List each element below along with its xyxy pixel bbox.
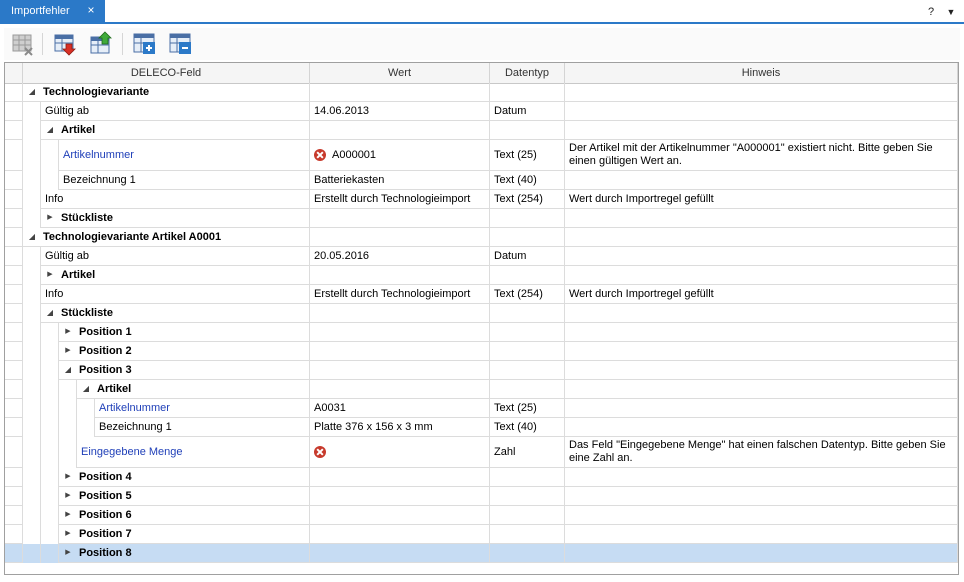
table-row[interactable] [5,190,958,209]
cell-feld [41,121,310,140]
table-row[interactable] [5,228,958,247]
collapse-arrow-icon[interactable]: ◢ [64,365,72,374]
tree-indent [23,102,41,121]
tree-indent [59,418,77,437]
row-indicator[interactable] [5,487,23,506]
cell-wert[interactable] [310,304,490,323]
expand-arrow-icon[interactable]: ▶ [65,473,71,480]
cell-wert[interactable] [310,190,490,209]
hint-text: Das Feld "Eingegebene Menge" hat einen falschen Datentyp. Bitte geben Sie eine Zahl an. [569,439,946,464]
value-text: Platte 376 x 156 x 3 mm [314,421,433,433]
table-row[interactable] [5,323,958,342]
expand-arrow-icon[interactable]: ▶ [65,328,71,335]
collapse-arrow-icon[interactable]: ◢ [46,308,54,317]
value-text: A000001 [332,149,377,161]
expand-arrow-icon[interactable]: ▶ [65,511,71,518]
value-text: A0031 [314,402,346,414]
tree-indent [23,247,41,266]
cell-feld [41,266,310,285]
expand-arrow-icon[interactable]: ▶ [47,271,53,278]
datatype-text: Text (40) [494,421,537,433]
datatype-text: Zahl [494,446,516,458]
cell-datentyp [490,209,565,228]
field-label: Stückliste [61,212,113,224]
cell-hinweis [565,121,958,140]
tree-indent [23,304,41,323]
cell-feld [41,190,310,209]
cell-feld [59,525,310,544]
tree-indent [41,506,59,525]
field-label: Technologievariante Artikel A0001 [43,231,222,243]
cell-wert[interactable] [310,102,490,121]
cell-feld [41,285,310,304]
tree-indent [41,418,59,437]
table-row[interactable] [5,209,958,228]
hint-text: Wert durch Importregel gefüllt [569,193,714,205]
field-label: Position 5 [79,490,132,502]
cell-wert[interactable] [310,342,490,361]
cell-datentyp [490,399,565,418]
value-text: Batteriekasten [314,174,385,186]
cell-feld [59,506,310,525]
table-row[interactable] [5,140,958,171]
cell-feld [59,361,310,380]
datatype-text: Text (25) [494,402,537,414]
field-label: Artikel [97,383,132,395]
field-label: Position 3 [79,364,132,376]
header-datentyp[interactable]: Datentyp [490,63,565,83]
cell-hinweis [565,323,958,342]
cell-feld [41,209,310,228]
cell-wert[interactable] [310,468,490,487]
hint-text: Der Artikel mit der Artikelnummer "A000001" existiert nicht. Bitte geben Sie einen gültigen Wert an. [569,142,933,167]
cell-datentyp [490,228,565,247]
field-label: Position 8 [79,547,132,559]
field-label: Technologievariante [43,86,150,98]
tree-indent [23,418,41,437]
row-indicator[interactable] [5,102,23,121]
row-indicator[interactable] [5,468,23,487]
row-indicator[interactable] [5,140,23,171]
table-row[interactable] [5,380,958,399]
table-row[interactable] [5,506,958,525]
cell-wert[interactable] [310,83,490,102]
row-indicator[interactable] [5,323,23,342]
import-error-grid [4,62,959,575]
row-indicator[interactable] [5,361,23,380]
cell-wert[interactable] [310,361,490,380]
field-label: Bezeichnung 1 [63,174,136,186]
tree-indent [23,342,41,361]
field-label: Gültig ab [45,105,90,117]
cell-feld [95,418,310,437]
cell-datentyp [490,361,565,380]
cell-datentyp [490,247,565,266]
tree-indent [41,437,59,468]
tree-indent [41,380,59,399]
field-label: Position 1 [79,326,132,338]
table-row[interactable] [5,437,958,468]
cell-wert[interactable] [310,487,490,506]
cell-wert[interactable] [310,209,490,228]
tree-indent [23,468,41,487]
cell-wert[interactable] [310,506,490,525]
field-label: Info [45,288,64,300]
cell-feld [59,342,310,361]
cell-feld [59,171,310,190]
row-indicator[interactable] [5,228,23,247]
tree-indent [41,487,59,506]
datatype-text: Datum [494,105,527,117]
tree-indent [59,437,77,468]
expand-arrow-icon[interactable]: ▶ [47,214,53,221]
delete-grid-button[interactable] [10,31,36,57]
import-green-icon [88,31,114,57]
tree-indent [59,380,77,399]
table-row[interactable] [5,285,958,304]
cell-wert[interactable] [310,285,490,304]
cell-hinweis [565,399,958,418]
header-indicator [5,63,23,83]
cell-wert[interactable] [310,323,490,342]
expand-arrow-icon[interactable]: ▶ [65,549,71,556]
cell-hinweis [565,209,958,228]
field-label: Eingegebene Menge [81,446,183,458]
table-row[interactable] [5,544,958,563]
cell-hinweis [565,468,958,487]
table-row[interactable] [5,247,958,266]
cell-hinweis [565,190,958,209]
cell-feld [23,83,310,102]
expand-arrow-icon[interactable]: ▶ [65,492,71,499]
tab-importfehler[interactable] [0,0,105,22]
tree-indent [41,361,59,380]
cell-hinweis [565,506,958,525]
row-indicator[interactable] [5,380,23,399]
help-icon[interactable]: ? [927,6,935,18]
row-indicator[interactable] [5,209,23,228]
row-indicator[interactable] [5,525,23,544]
tree-indent [59,399,77,418]
cell-datentyp [490,190,565,209]
tree-indent [41,323,59,342]
row-indicator[interactable] [5,247,23,266]
cell-feld [23,228,310,247]
value-text: Erstellt durch Technologieimport [314,288,471,300]
field-label: Position 4 [79,471,132,483]
datatype-text: Text (254) [494,288,543,300]
cell-feld [59,140,310,171]
cell-hinweis [565,525,958,544]
cell-hinweis [565,361,958,380]
tree-indent [23,171,41,190]
cell-wert[interactable] [310,418,490,437]
cell-datentyp [490,342,565,361]
row-indicator[interactable] [5,121,23,140]
field-label: Position 7 [79,528,132,540]
collapse-all-button[interactable] [168,31,194,57]
datatype-text: Text (40) [494,174,537,186]
cell-datentyp [490,437,565,468]
cell-hinweis [565,544,958,563]
cell-wert[interactable] [310,380,490,399]
cell-wert[interactable] [310,121,490,140]
cell-wert[interactable] [310,266,490,285]
collapse-arrow-icon[interactable]: ◢ [46,125,54,134]
collapse-arrow-icon[interactable]: ◢ [28,87,36,96]
header-wert[interactable]: Wert [310,63,490,83]
hint-text: Wert durch Importregel gefüllt [569,288,714,300]
row-indicator[interactable] [5,506,23,525]
row-indicator[interactable] [5,285,23,304]
cell-feld [77,380,310,399]
collapse-arrow-icon[interactable]: ◢ [28,232,36,241]
cell-hinweis [565,140,958,171]
cell-wert[interactable] [310,171,490,190]
cell-hinweis [565,83,958,102]
datatype-text: Datum [494,250,527,262]
cell-hinweis [565,228,958,247]
cell-datentyp [490,506,565,525]
row-indicator[interactable] [5,304,23,323]
cell-datentyp [490,468,565,487]
field-label: Info [45,193,64,205]
tree-indent [23,361,41,380]
cell-datentyp [490,83,565,102]
grid-delete-icon [10,31,36,57]
tree-indent [41,399,59,418]
cell-datentyp [490,121,565,140]
table-row[interactable] [5,361,958,380]
datatype-text: Text (254) [494,193,543,205]
row-indicator[interactable] [5,544,23,563]
tree-indent [23,140,41,171]
row-indicator[interactable] [5,171,23,190]
field-label: Position 6 [79,509,132,521]
table-row[interactable] [5,171,958,190]
cell-hinweis [565,437,958,468]
cell-wert[interactable] [310,228,490,247]
field-label: Stückliste [61,307,113,319]
row-indicator[interactable] [5,437,23,468]
cell-hinweis [565,487,958,506]
cell-hinweis [565,247,958,266]
tree-indent [23,285,41,304]
header-hinweis[interactable]: Hinweis [565,63,958,83]
tree-indent [23,121,41,140]
cell-hinweis [565,171,958,190]
tab-title: Importfehler [11,5,70,17]
header-deleco-feld[interactable]: DELECO-Feld [23,63,310,83]
tree-indent [77,399,95,418]
expand-all-button[interactable] [132,31,158,57]
table-row[interactable] [5,304,958,323]
table-row[interactable] [5,487,958,506]
datatype-text: Text (25) [494,149,537,161]
tree-indent [41,525,59,544]
row-indicator[interactable] [5,418,23,437]
field-label: Artikelnummer [63,149,134,161]
error-icon [314,446,326,458]
table-row[interactable] [5,468,958,487]
cell-datentyp [490,380,565,399]
tree-indent [23,323,41,342]
row-indicator[interactable] [5,83,23,102]
cell-wert[interactable] [310,399,490,418]
tree-indent [41,171,59,190]
cell-datentyp [490,304,565,323]
cell-hinweis [565,285,958,304]
tree-indent [23,380,41,399]
row-indicator[interactable] [5,190,23,209]
cell-hinweis [565,418,958,437]
tree-indent [23,487,41,506]
tree-indent [77,418,95,437]
tree-indent [23,437,41,468]
row-indicator[interactable] [5,342,23,361]
export-red-icon [52,31,78,57]
cell-datentyp [490,487,565,506]
tree-indent [41,140,59,171]
field-label: Bezeichnung 1 [99,421,172,433]
table-row[interactable] [5,418,958,437]
tree-indent [41,342,59,361]
table-row[interactable] [5,121,958,140]
collapse-arrow-icon[interactable]: ◢ [82,384,90,393]
tree-indent [23,506,41,525]
row-indicator[interactable] [5,399,23,418]
tree-indent [23,399,41,418]
cell-hinweis [565,304,958,323]
toolbar [4,28,960,60]
cell-wert[interactable] [310,437,490,468]
table-row[interactable] [5,525,958,544]
cell-hinweis [565,342,958,361]
tree-indent [41,468,59,487]
table-row[interactable] [5,399,958,418]
field-label: Artikelnummer [99,402,170,414]
cell-hinweis [565,380,958,399]
cell-datentyp [490,266,565,285]
collapse-all-icon [168,31,194,57]
field-label: Artikel [61,269,96,281]
cell-datentyp [490,323,565,342]
expand-arrow-icon[interactable]: ▶ [65,530,71,537]
cell-wert[interactable] [310,544,490,563]
cell-datentyp [490,171,565,190]
tree-indent [41,544,59,563]
tree-indent [23,266,41,285]
expand-arrow-icon[interactable]: ▶ [65,347,71,354]
cell-datentyp [490,102,565,121]
field-label: Artikel [61,124,96,136]
tree-indent [23,190,41,209]
field-label: Gültig ab [45,250,90,262]
value-text: 14.06.2013 [314,105,370,117]
cell-datentyp [490,525,565,544]
value-text: 20.05.2016 [314,250,370,262]
row-indicator[interactable] [5,266,23,285]
cell-feld [41,304,310,323]
table-row[interactable] [5,83,958,102]
cell-datentyp [490,285,565,304]
table-row[interactable] [5,102,958,121]
tree-indent [23,544,41,563]
cell-hinweis [565,102,958,121]
cell-feld [41,102,310,121]
cell-feld [59,544,310,563]
import-button[interactable] [88,31,114,57]
cell-wert[interactable] [310,247,490,266]
cell-hinweis [565,266,958,285]
table-row[interactable] [5,342,958,361]
tree-indent [23,525,41,544]
value-text: Erstellt durch Technologieimport [314,193,471,205]
cell-datentyp [490,418,565,437]
tree-indent [23,209,41,228]
cell-datentyp [490,140,565,171]
error-icon [314,149,326,161]
close-icon[interactable]: × [87,3,95,17]
cell-feld [41,247,310,266]
cell-feld [59,487,310,506]
cell-feld [59,323,310,342]
grid-header [5,63,958,84]
field-label: Position 2 [79,345,132,357]
cell-datentyp [490,544,565,563]
cell-feld [77,437,310,468]
expand-all-icon [132,31,158,57]
cell-wert[interactable] [310,140,490,171]
table-row[interactable] [5,266,958,285]
cell-wert[interactable] [310,525,490,544]
export-button[interactable] [52,31,78,57]
tab-strip [0,0,964,24]
cell-feld [95,399,310,418]
cell-feld [59,468,310,487]
menu-dropdown-icon[interactable]: ▼ [946,7,956,17]
